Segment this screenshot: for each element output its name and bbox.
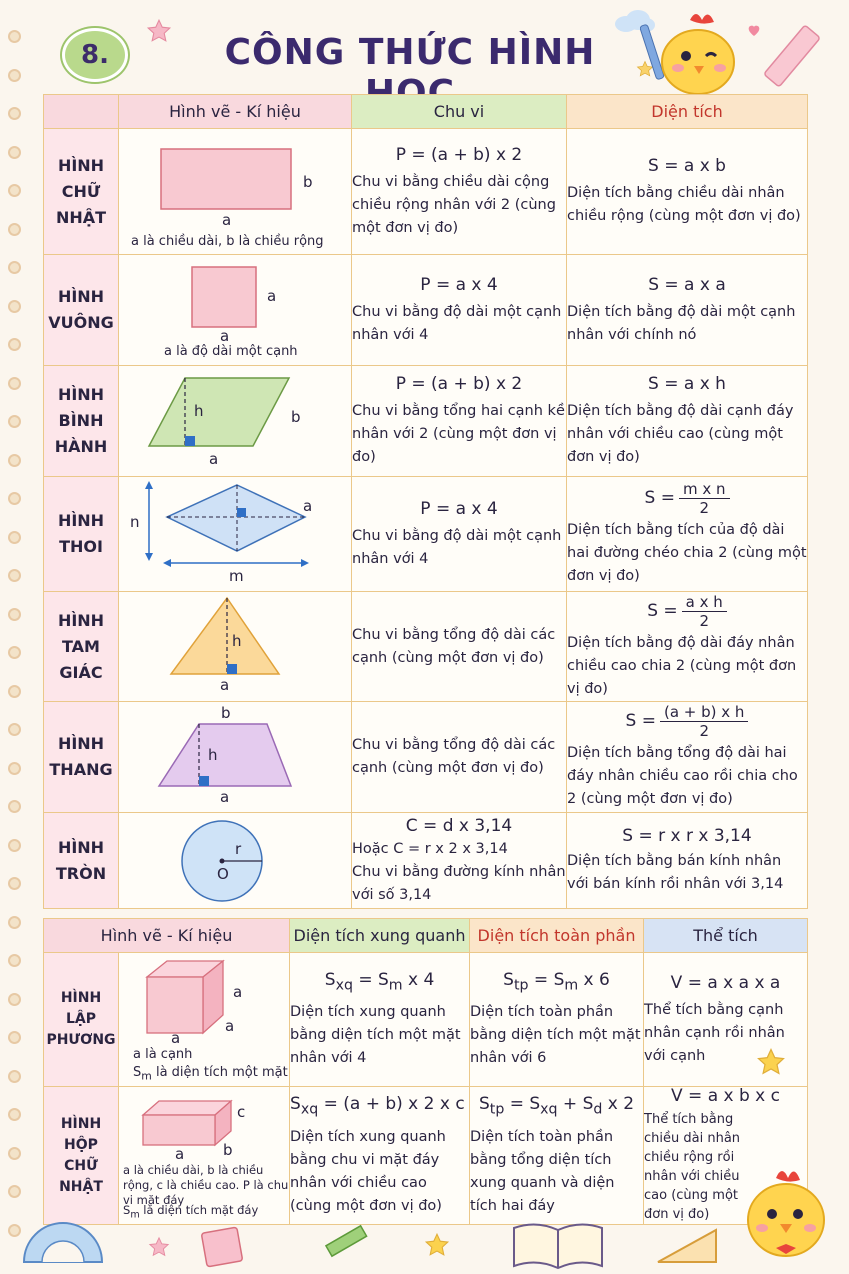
plane-shapes-table [43, 94, 808, 909]
perimeter-formula-alt: Hoặc C = r x 2 x 3,14 [352, 840, 508, 857]
table-row-cube [44, 953, 808, 1087]
total-area-cell: $S_{tp} = S_{xq} + S_d$ x 2 Diện tích toàn phần bằng tổng diện tích xung quanh và diện tích hai đáy [470, 1087, 644, 1225]
ring-icon [8, 1147, 21, 1160]
chick-mascot [732, 1150, 832, 1260]
table-row-cuboid [44, 1087, 808, 1225]
volume-formula: V = a x b x c [671, 1086, 780, 1106]
perimeter-formula: P = a x 4 [420, 274, 498, 295]
table-row-rhombus [44, 477, 808, 592]
header-volume: Thể tích [644, 919, 808, 953]
chick-mascot [640, 6, 744, 96]
figure-square: a a a là độ dài một cạnh [119, 255, 352, 366]
book-icon [510, 1218, 606, 1270]
ring-icon [8, 608, 21, 621]
area-formula: S = $\frac{\text{(a + b) x h}}{2}$ [567, 703, 807, 740]
star-icon [756, 1047, 786, 1077]
table-row-parallelogram [44, 366, 808, 477]
ruler-icon [762, 22, 826, 88]
table-row-trapezoid [44, 702, 808, 813]
figure-caption: a là cạnh [133, 1047, 193, 1062]
shape-name: HÌNH LẬP PHƯƠNG [44, 953, 119, 1087]
header-total-area: Diện tích toàn phần [470, 919, 644, 953]
ring-icon [8, 1108, 21, 1121]
header-figure: Hình vẽ - Kí hiệu [44, 919, 290, 953]
ring-icon [8, 916, 21, 929]
star-icon [148, 1236, 170, 1258]
ring-icon [8, 338, 21, 351]
shape-name: HÌNH TRÒN [44, 813, 119, 909]
ring-icon [8, 646, 21, 659]
total-area-formula: $S_{tp} = S_m$ x 6 [503, 969, 610, 994]
perimeter-cell: P = a x 4 Chu vi bằng độ dài một cạnh nhân với 4 [352, 255, 567, 366]
ring-icon [8, 531, 21, 544]
ring-icon [8, 762, 21, 775]
figure-triangle: h a [119, 592, 352, 702]
table-row-circle [44, 813, 808, 909]
lateral-area-formula: $S_{xq} = S_m$ x 4 [324, 969, 435, 994]
perimeter-cell: P = a x 4 Chu vi bằng độ dài một cạnh nhân với 4 [352, 477, 567, 592]
ring-icon [8, 377, 21, 390]
ring-icon [8, 69, 21, 82]
ring-icon [8, 146, 21, 159]
figure-trapezoid: b h a [119, 702, 352, 813]
shape-name: HÌNH BÌNH HÀNH [44, 366, 119, 477]
figure-caption: a là chiều dài, b là chiều rộng, c là chiều cao. P là chu vi mặt đáy [123, 1163, 289, 1207]
figure-rhombus: n a m [119, 477, 352, 592]
ring-icon [8, 300, 21, 313]
area-formula: S = $\frac{\text{m x n}}{2}$ [567, 480, 807, 517]
perimeter-cell: P = (a + b) x 2 Chu vi bằng tổng hai cạnh kề nhân với 2 (cùng một đơn vị đo) [352, 366, 567, 477]
ring-icon [8, 839, 21, 852]
volume-cell: V = a x b x c Thể tích bằng chiều dài nhân chiều rộng rồi nhân với chiều cao (cùng một đơn vị đo) [644, 1087, 808, 1225]
pencil-icon [318, 1218, 378, 1264]
table-row-square [44, 255, 808, 366]
ring-icon [8, 1031, 21, 1044]
total-area-formula: $S_{tp} = S_{xq} + S_d$ x 2 [478, 1094, 635, 1118]
figure-rectangle: b a a là chiều dài, b là chiều rộng [119, 129, 352, 255]
shape-name: HÌNH VUÔNG [44, 255, 119, 366]
perimeter-cell: Chu vi bằng tổng độ dài các cạnh (cùng một đơn vị đo) [352, 592, 567, 702]
ring-icon [8, 261, 21, 274]
figure-circle: r O [119, 813, 352, 909]
ring-icon [8, 723, 21, 736]
notebook-rings [8, 30, 22, 1260]
area-cell: S = r x r x 3,14 Diện tích bằng bán kính nhân với bán kính rồi nhân với 3,14 [567, 813, 808, 909]
ring-icon [8, 993, 21, 1006]
ring-icon [8, 30, 21, 43]
ring-icon [8, 184, 21, 197]
lateral-area-formula: $S_{xq} = (a + b)$ x 2 x c [290, 1094, 465, 1118]
ring-icon [8, 223, 21, 236]
perimeter-cell: Chu vi bằng tổng độ dài các cạnh (cùng một đơn vị đo) [352, 702, 567, 813]
volume-formula: V = a x a x a [670, 972, 781, 993]
table-header-row [44, 919, 808, 953]
header-perimeter: Chu vi [352, 95, 567, 129]
ring-icon [8, 107, 21, 120]
ring-icon [8, 1070, 21, 1083]
ring-icon [8, 415, 21, 428]
shape-name: HÌNH TAM GIÁC [44, 592, 119, 702]
table-row-triangle [44, 592, 808, 702]
section-number-badge: 8. [62, 28, 128, 82]
page-title: CÔNG THỨC HÌNH [224, 32, 596, 73]
figure-caption: a là chiều dài, b là chiều rộng [131, 234, 324, 249]
perimeter-cell: P = (a + b) x 2 Chu vi bằng chiều dài cộng chiều rộng nhân với 2 (cùng một đơn vị đo) [352, 129, 567, 255]
perimeter-formula: P = (a + b) x 2 [395, 144, 523, 165]
perimeter-cell: C = d x 3,14 Hoặc C = r x 2 x 3,14 Chu vi bằng đường kính nhân với số 3,14 [352, 813, 567, 909]
area-cell: S = a x h Diện tích bằng độ dài cạnh đáy nhân với chiều cao (cùng một đơn vị đo) [567, 366, 808, 477]
perimeter-formula: P = a x 4 [420, 498, 498, 519]
area-cell: S = $\frac{\text{m x n}}{2}$ Diện tích bằng tích của độ dài hai đường chéo chia 2 (cùng một đơn vị đo) [567, 477, 808, 592]
ring-icon [8, 492, 21, 505]
area-cell: S = $\frac{\text{a x h}}{2}$ Diện tích bằng độ dài đáy nhân chiều cao chia 2 (cùng một đơn vị đo) [567, 592, 808, 702]
header-area: Diện tích [567, 95, 808, 129]
figure-caption: a là độ dài một cạnh [164, 344, 298, 359]
solid-shapes-table [43, 918, 808, 1225]
ring-icon [8, 954, 21, 967]
perimeter-formula: P = (a + b) x 2 [395, 374, 523, 394]
area-formula: S = a x a [648, 274, 726, 295]
area-formula: S = a x h [648, 374, 726, 394]
area-formula: S = $\frac{\text{a x h}}{2}$ [567, 593, 807, 630]
area-formula: S = r x r x 3,14 [622, 826, 752, 846]
figure-caption-2: $S_m$ là diện tích mặt đáy [123, 1203, 259, 1221]
lateral-area-cell: $S_{xq} = (a + b)$ x 2 x c Diện tích xung quanh bằng chu vi mặt đáy nhân với chiều cao (cùng một đơn vị đo) [290, 1087, 470, 1225]
area-cell: S = $\frac{\text{(a + b) x h}}{2}$ Diện tích bằng tổng độ dài hai đáy nhân chiều cao rồi chia cho 2 (cùng một đơn vị đo) [567, 702, 808, 813]
shape-name: HÌNH HỘP CHỮ NHẬT [44, 1087, 119, 1225]
figure-caption-2: $S_m$ là diện tích một mặt [133, 1065, 288, 1083]
area-formula: S = a x b [648, 156, 726, 176]
table-row-rectangle [44, 129, 808, 255]
header-blank [44, 95, 119, 129]
ring-icon [8, 1185, 21, 1198]
figure-cube: a a a a là cạnh $S_m$ là diện tích một mặt [119, 953, 290, 1087]
shape-name: HÌNH THOI [44, 477, 119, 592]
ring-icon [8, 569, 21, 582]
ring-icon [8, 454, 21, 467]
figure-cuboid: c b a a là chiều dài, b là chiều rộng, c là chiều cao. P là chu vi mặt đáy $S_m$ là diện tích mặt đáy [119, 1087, 290, 1225]
star-icon [424, 1232, 450, 1258]
table-header-row [44, 95, 808, 129]
star-icon [146, 18, 172, 44]
shape-name: HÌNH CHỮ NHẬT [44, 129, 119, 255]
header-lateral-area: Diện tích xung quanh [290, 919, 470, 953]
ring-icon [8, 685, 21, 698]
figure-parallelogram: h b a [119, 366, 352, 477]
notebook-icon [198, 1224, 246, 1268]
ring-icon [8, 877, 21, 890]
lateral-area-cell: $S_{xq} = S_m$ x 4 Diện tích xung quanh bằng diện tích một mặt nhân với 4 [290, 953, 470, 1087]
area-cell: S = a x b Diện tích bằng chiều dài nhân chiều rộng (cùng một đơn vị đo) [567, 129, 808, 255]
area-cell: S = a x a Diện tích bằng độ dài một cạnh nhân với chính nó [567, 255, 808, 366]
shape-name: HÌNH THANG [44, 702, 119, 813]
ring-icon [8, 800, 21, 813]
perimeter-formula: C = d x 3,14 [405, 815, 513, 836]
header-figure: Hình vẽ - Kí hiệu [119, 95, 352, 129]
volume-cell: V = a x a x a Thể tích bằng cạnh nhân cạnh rồi nhân với cạnh [644, 953, 808, 1087]
set-square-icon [654, 1226, 720, 1266]
protractor-icon [20, 1216, 106, 1266]
heart-icon [746, 22, 762, 38]
total-area-cell: $S_{tp} = S_m$ x 6 Diện tích toàn phần bằng diện tích một mặt nhân với 6 [470, 953, 644, 1087]
